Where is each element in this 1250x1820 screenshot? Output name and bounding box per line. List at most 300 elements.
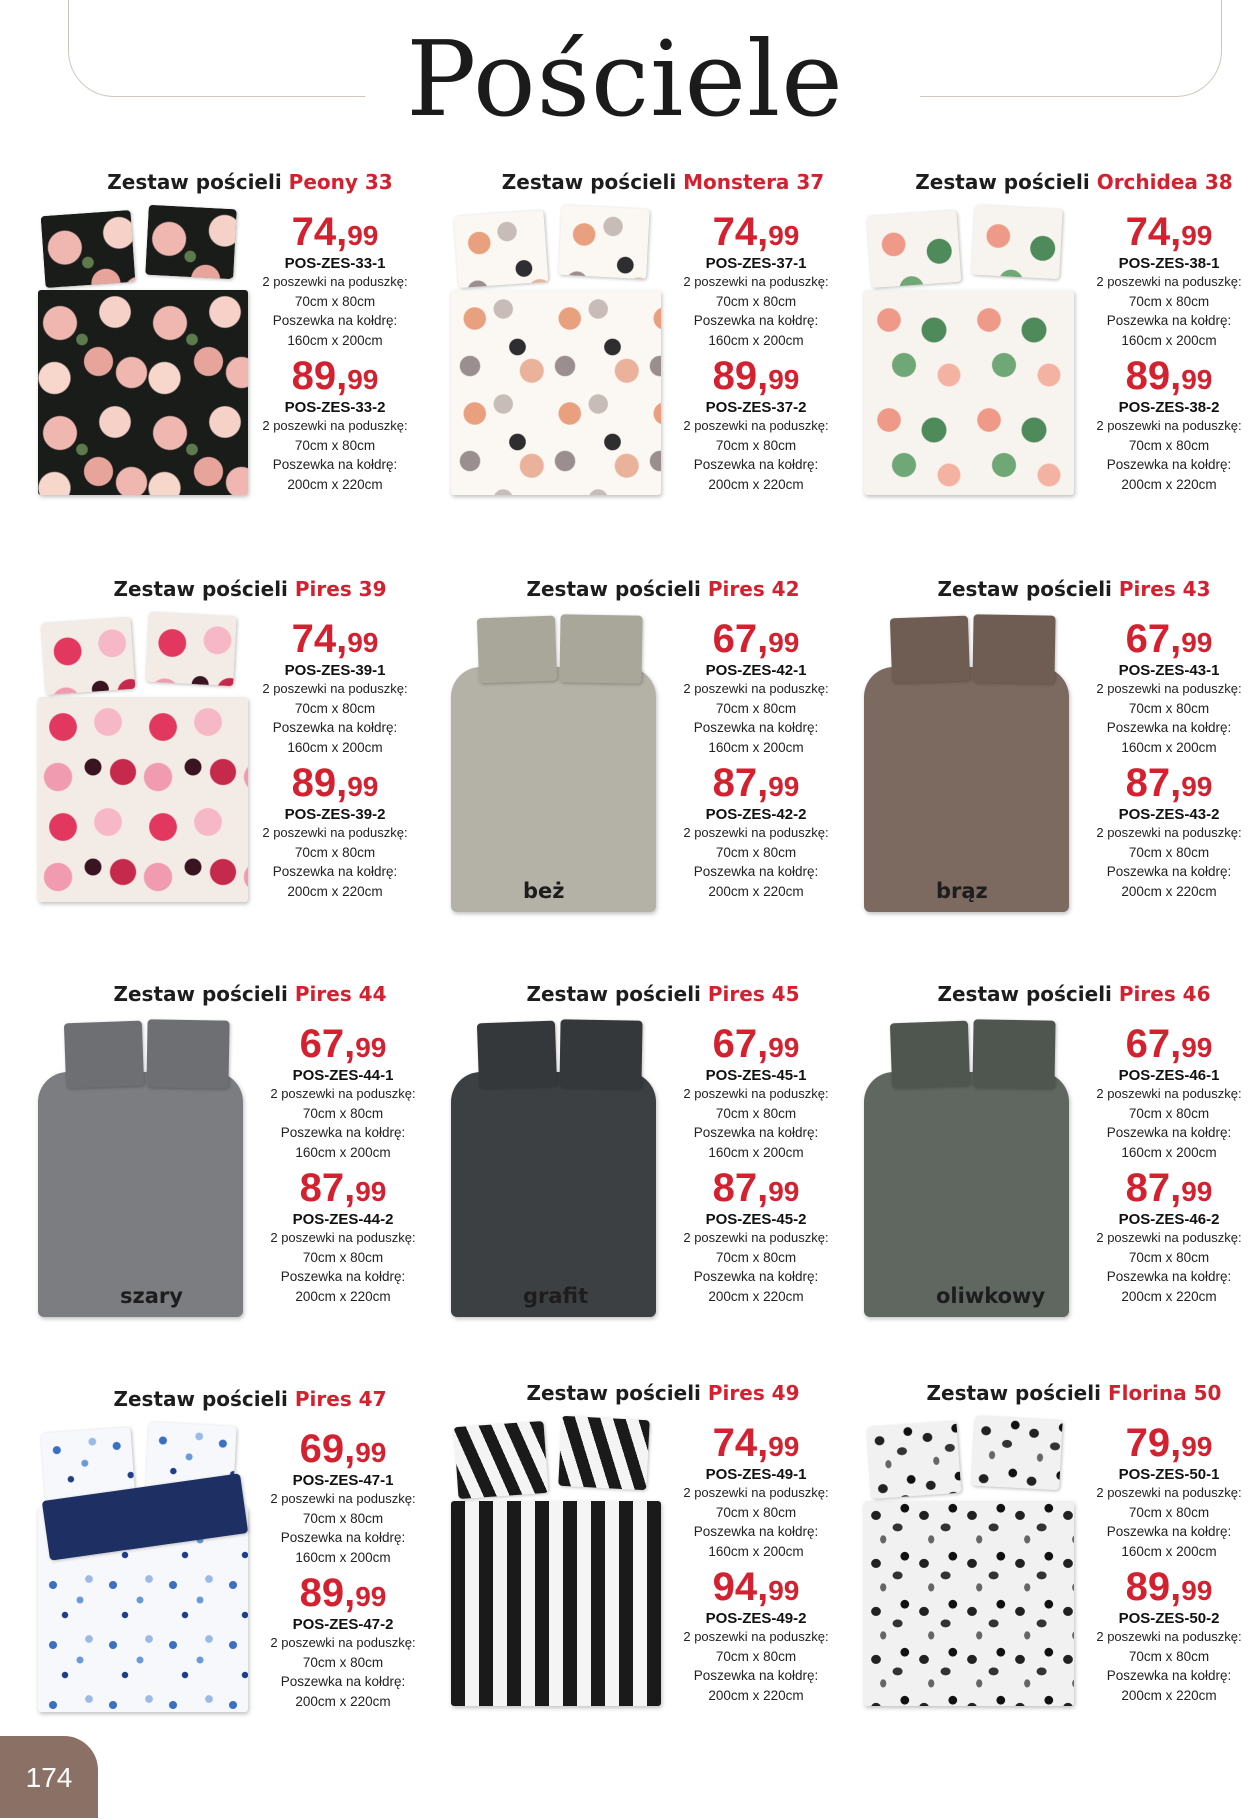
pillow-label: 2 poszewki na poduszkę: — [270, 1230, 416, 1245]
pillow-size: 70cm x 80cm — [302, 1249, 384, 1265]
price-small-set — [1089, 619, 1249, 663]
product-card[interactable] — [856, 170, 1250, 515]
price-info — [255, 617, 415, 901]
product-title — [884, 1381, 1250, 1405]
product-title — [473, 1381, 853, 1405]
price-small-set — [263, 1024, 423, 1068]
price-large-set — [676, 1567, 836, 1611]
price-decimal: 99 — [347, 220, 379, 251]
color-label: brąz — [936, 879, 988, 903]
price-integer: 67, — [299, 1022, 356, 1066]
product-name: Pires 42 — [707, 577, 800, 601]
pillow-label: 2 poszewki na poduszkę: — [1096, 825, 1242, 840]
pillow — [890, 616, 970, 684]
price-small-set — [255, 619, 415, 663]
product-code: POS-ZES-45-2 — [705, 1211, 807, 1228]
duvet-size: 200cm x 220cm — [1121, 1288, 1217, 1304]
title-prefix: Zestaw pościeli — [501, 170, 684, 194]
product-image — [35, 1017, 250, 1307]
pillow-size: 70cm x 80cm — [1128, 844, 1210, 860]
pillow — [477, 1021, 557, 1089]
price-integer: 89, — [291, 761, 348, 805]
price-decimal: 99 — [768, 364, 800, 395]
price-large-set — [676, 1168, 836, 1212]
product-title — [884, 170, 1250, 194]
price-decimal: 99 — [1181, 220, 1213, 251]
pillow — [971, 205, 1063, 280]
price-integer: 67, — [712, 617, 769, 661]
product-image — [35, 612, 250, 902]
pillow-label: 2 poszewki na poduszkę: — [683, 1629, 829, 1644]
product-title — [60, 170, 440, 194]
price-decimal: 99 — [768, 1575, 800, 1606]
pillow-size: 70cm x 80cm — [1128, 1504, 1210, 1520]
duvet-label: Poszewka na kołdrę: — [1106, 1125, 1232, 1140]
product-name: Pires 43 — [1118, 577, 1211, 601]
price-decimal: 99 — [1181, 1176, 1213, 1207]
pillow-size: 70cm x 80cm — [294, 700, 376, 716]
duvet-label: Poszewka na kołdrę: — [693, 1269, 819, 1284]
title-prefix: Zestaw pościeli — [113, 1387, 295, 1411]
price-info — [676, 210, 836, 494]
pillow-label: 2 poszewki na poduszkę: — [1096, 1485, 1242, 1500]
price-small-set — [676, 1024, 836, 1068]
pillow-label: 2 poszewki na poduszkę: — [1096, 418, 1242, 433]
duvet-label: Poszewka na kołdrę: — [693, 720, 819, 735]
product-image — [35, 1422, 250, 1712]
price-decimal: 99 — [355, 1032, 387, 1063]
page-title: Pościele — [406, 18, 844, 140]
pillow-label: 2 poszewki na poduszkę: — [262, 418, 408, 433]
duvet — [451, 667, 656, 912]
product-code: POS-ZES-42-2 — [705, 806, 807, 823]
product-image — [861, 612, 1076, 902]
duvet-label: Poszewka na kołdrę: — [693, 1125, 819, 1140]
price-integer: 87, — [1125, 761, 1182, 805]
price-info — [255, 210, 415, 494]
product-title — [884, 577, 1250, 601]
price-large-set — [255, 763, 415, 807]
price-decimal: 99 — [768, 771, 800, 802]
price-info — [676, 1421, 836, 1705]
price-small-set — [676, 619, 836, 663]
duvet-label: Poszewka na kołdrę: — [280, 1269, 406, 1284]
product-card[interactable] — [856, 982, 1250, 1327]
price-integer: 89, — [1125, 1565, 1182, 1609]
product-code: POS-ZES-50-2 — [1118, 1610, 1220, 1627]
pillow — [454, 210, 549, 288]
price-decimal: 99 — [1181, 1032, 1213, 1063]
pillow-size: 70cm x 80cm — [715, 293, 797, 309]
product-image — [448, 205, 663, 495]
price-large-set — [1089, 1567, 1249, 1611]
duvet-label: Poszewka na kołdrę: — [693, 1668, 819, 1683]
pillow-label: 2 poszewki na poduszkę: — [683, 681, 829, 696]
product-card[interactable] — [443, 577, 853, 922]
price-decimal: 99 — [768, 1176, 800, 1207]
duvet — [864, 290, 1074, 495]
pillow — [972, 614, 1055, 683]
pillow-label: 2 poszewki na poduszkę: — [1096, 1230, 1242, 1245]
price-decimal: 99 — [768, 627, 800, 658]
duvet-size: 200cm x 220cm — [1121, 476, 1217, 492]
pillow — [558, 1416, 650, 1491]
pillow — [867, 1421, 962, 1499]
product-card[interactable] — [856, 577, 1250, 922]
title-prefix: Zestaw pościeli — [113, 577, 295, 601]
product-code: POS-ZES-47-1 — [292, 1472, 394, 1489]
duvet-size: 200cm x 220cm — [287, 476, 383, 492]
product-name: Peony 33 — [288, 170, 393, 194]
pillow — [145, 612, 237, 687]
product-name: Orchidea 38 — [1096, 170, 1233, 194]
duvet-size: 160cm x 200cm — [1121, 739, 1217, 755]
price-large-set — [676, 763, 836, 807]
product-card[interactable] — [443, 1381, 853, 1726]
price-decimal: 99 — [355, 1581, 387, 1612]
price-info — [676, 1022, 836, 1306]
price-info — [1089, 617, 1249, 901]
price-info — [263, 1022, 423, 1306]
duvet — [864, 1501, 1074, 1706]
duvet — [864, 667, 1069, 912]
product-code: POS-ZES-47-2 — [292, 1616, 394, 1633]
duvet-size: 160cm x 200cm — [1121, 1543, 1217, 1559]
pillow-label: 2 poszewki na poduszkę: — [270, 1635, 416, 1650]
price-integer: 69, — [299, 1427, 356, 1471]
product-code: POS-ZES-44-2 — [292, 1211, 394, 1228]
product-code: POS-ZES-33-1 — [284, 255, 386, 272]
price-integer: 67, — [1125, 1022, 1182, 1066]
price-integer: 87, — [1125, 1166, 1182, 1210]
duvet-size: 200cm x 220cm — [295, 1693, 391, 1709]
product-card[interactable] — [856, 1381, 1250, 1726]
duvet-size: 160cm x 200cm — [287, 739, 383, 755]
price-small-set — [676, 1423, 836, 1467]
price-decimal: 99 — [768, 220, 800, 251]
duvet — [38, 697, 248, 902]
product-code: POS-ZES-39-2 — [284, 806, 386, 823]
title-prefix: Zestaw pościeli — [526, 577, 708, 601]
product-image — [861, 205, 1076, 495]
duvet — [38, 290, 248, 495]
title-prefix: Zestaw pościeli — [926, 1381, 1108, 1405]
price-large-set — [1089, 763, 1249, 807]
price-small-set — [1089, 1024, 1249, 1068]
duvet-label: Poszewka na kołdrę: — [1106, 864, 1232, 879]
product-name: Pires 44 — [294, 982, 387, 1006]
pillow-size: 70cm x 80cm — [715, 1105, 797, 1121]
duvet-label: Poszewka na kołdrę: — [1106, 1668, 1232, 1683]
duvet-label: Poszewka na kołdrę: — [272, 313, 398, 328]
product-name: Pires 45 — [707, 982, 800, 1006]
pillow-size: 70cm x 80cm — [715, 1249, 797, 1265]
duvet-label: Poszewka na kołdrę: — [280, 1530, 406, 1545]
price-integer: 74, — [291, 210, 348, 254]
pillow — [559, 1019, 642, 1088]
product-code: POS-ZES-45-1 — [705, 1067, 807, 1084]
duvet-size: 200cm x 220cm — [1121, 1687, 1217, 1703]
pillow-size: 70cm x 80cm — [715, 700, 797, 716]
price-small-set — [255, 212, 415, 256]
product-code: POS-ZES-43-2 — [1118, 806, 1220, 823]
product-name: Pires 39 — [294, 577, 387, 601]
duvet-size: 200cm x 220cm — [295, 1288, 391, 1304]
price-integer: 67, — [1125, 617, 1182, 661]
duvet — [451, 1072, 656, 1317]
product-code: POS-ZES-49-1 — [705, 1466, 807, 1483]
duvet-size: 200cm x 220cm — [708, 1288, 804, 1304]
price-integer: 67, — [712, 1022, 769, 1066]
price-integer: 87, — [712, 761, 769, 805]
pillow-size: 70cm x 80cm — [1128, 1105, 1210, 1121]
title-prefix: Zestaw pościeli — [526, 1381, 708, 1405]
duvet-label: Poszewka na kołdrę: — [1106, 313, 1232, 328]
price-decimal: 99 — [347, 364, 379, 395]
product-code: POS-ZES-39-1 — [284, 662, 386, 679]
product-code: POS-ZES-37-1 — [705, 255, 807, 272]
title-prefix: Zestaw pościeli — [937, 982, 1119, 1006]
price-decimal: 99 — [768, 1431, 800, 1462]
price-decimal: 99 — [347, 627, 379, 658]
duvet-size: 160cm x 200cm — [1121, 332, 1217, 348]
price-decimal: 99 — [355, 1437, 387, 1468]
title-prefix: Zestaw pościeli — [107, 170, 289, 194]
product-name: Monstera 37 — [683, 170, 825, 194]
duvet-size: 160cm x 200cm — [295, 1549, 391, 1565]
pillow-size: 70cm x 80cm — [1128, 1249, 1210, 1265]
product-title — [473, 982, 853, 1006]
product-code: POS-ZES-38-2 — [1118, 399, 1220, 416]
pillow — [559, 614, 642, 683]
pillow — [558, 205, 650, 280]
price-large-set — [263, 1168, 423, 1212]
price-small-set — [263, 1429, 423, 1473]
duvet-size: 160cm x 200cm — [287, 332, 383, 348]
duvet — [864, 1072, 1069, 1317]
pillow — [890, 1021, 970, 1089]
price-large-set — [1089, 1168, 1249, 1212]
pillow — [972, 1019, 1055, 1088]
duvet-label: Poszewka na kołdrę: — [280, 1125, 406, 1140]
product-card[interactable] — [443, 170, 853, 515]
price-info — [676, 617, 836, 901]
pillow-size: 70cm x 80cm — [1128, 700, 1210, 716]
duvet — [451, 1501, 661, 1706]
product-title — [60, 1387, 440, 1411]
pillow-size: 70cm x 80cm — [715, 437, 797, 453]
price-info — [1089, 1421, 1249, 1705]
pillow-label: 2 poszewki na poduszkę: — [683, 274, 829, 289]
color-label: beż — [523, 879, 565, 903]
product-code: POS-ZES-49-2 — [705, 1610, 807, 1627]
duvet-label: Poszewka na kołdrę: — [280, 1674, 406, 1689]
pillow-size: 70cm x 80cm — [715, 844, 797, 860]
duvet-size: 160cm x 200cm — [295, 1144, 391, 1160]
product-code: POS-ZES-44-1 — [292, 1067, 394, 1084]
product-code: POS-ZES-38-1 — [1118, 255, 1220, 272]
duvet-size: 160cm x 200cm — [708, 739, 804, 755]
duvet — [451, 290, 661, 495]
product-code: POS-ZES-33-2 — [284, 399, 386, 416]
pillow-size: 70cm x 80cm — [294, 844, 376, 860]
product-code: POS-ZES-37-2 — [705, 399, 807, 416]
price-integer: 74, — [291, 617, 348, 661]
pillow-label: 2 poszewki na poduszkę: — [270, 1491, 416, 1506]
duvet-size: 160cm x 200cm — [1121, 1144, 1217, 1160]
product-name: Pires 47 — [294, 1387, 387, 1411]
pillow-label: 2 poszewki na poduszkę: — [683, 1086, 829, 1101]
title-prefix: Zestaw pościeli — [526, 982, 708, 1006]
price-large-set — [676, 356, 836, 400]
duvet-label: Poszewka na kołdrę: — [693, 457, 819, 472]
color-label: grafit — [523, 1284, 589, 1308]
duvet — [38, 1072, 243, 1317]
pillow-size: 70cm x 80cm — [302, 1105, 384, 1121]
duvet-size: 200cm x 220cm — [287, 883, 383, 899]
price-integer: 87, — [299, 1166, 356, 1210]
title-prefix: Zestaw pościeli — [915, 170, 1097, 194]
price-integer: 74, — [712, 210, 769, 254]
price-integer: 94, — [712, 1565, 769, 1609]
product-code: POS-ZES-43-1 — [1118, 662, 1220, 679]
price-info — [1089, 1022, 1249, 1306]
pillow — [454, 1421, 549, 1499]
pillow — [477, 616, 557, 684]
pillow-label: 2 poszewki na poduszkę: — [683, 1230, 829, 1245]
duvet-label: Poszewka na kołdrę: — [272, 864, 398, 879]
title-prefix: Zestaw pościeli — [113, 982, 295, 1006]
duvet-label: Poszewka na kołdrę: — [1106, 720, 1232, 735]
price-integer: 89, — [299, 1571, 356, 1615]
price-info — [1089, 210, 1249, 494]
page-number: 174 — [0, 1736, 98, 1818]
price-large-set — [1089, 356, 1249, 400]
duvet-size: 200cm x 220cm — [1121, 883, 1217, 899]
pillow-size: 70cm x 80cm — [1128, 293, 1210, 309]
title-prefix: Zestaw pościeli — [937, 577, 1119, 601]
pillow — [146, 1019, 229, 1088]
pillow-label: 2 poszewki na poduszkę: — [1096, 274, 1242, 289]
price-integer: 89, — [712, 354, 769, 398]
price-integer: 89, — [291, 354, 348, 398]
product-card[interactable] — [30, 170, 440, 515]
pillow-label: 2 poszewki na poduszkę: — [683, 418, 829, 433]
product-card[interactable] — [443, 982, 853, 1327]
pillow-size: 70cm x 80cm — [715, 1648, 797, 1664]
price-integer: 74, — [1125, 210, 1182, 254]
price-decimal: 99 — [1181, 364, 1213, 395]
price-integer: 79, — [1125, 1421, 1182, 1465]
pillow-label: 2 poszewki na poduszkę: — [270, 1086, 416, 1101]
duvet-size: 160cm x 200cm — [708, 332, 804, 348]
pillow-label: 2 poszewki na poduszkę: — [1096, 681, 1242, 696]
price-info — [263, 1427, 423, 1711]
product-image — [861, 1416, 1076, 1706]
product-code: POS-ZES-46-1 — [1118, 1067, 1220, 1084]
color-label: oliwkowy — [936, 1284, 1046, 1308]
duvet-size: 160cm x 200cm — [708, 1144, 804, 1160]
duvet-label: Poszewka na kołdrę: — [1106, 1269, 1232, 1284]
product-image — [861, 1017, 1076, 1307]
product-title — [473, 577, 853, 601]
price-small-set — [676, 212, 836, 256]
price-integer: 89, — [1125, 354, 1182, 398]
pillow-label: 2 poszewki na poduszkę: — [262, 681, 408, 696]
pillow — [971, 1416, 1063, 1491]
pillow-label: 2 poszewki na poduszkę: — [1096, 1629, 1242, 1644]
product-image — [35, 205, 250, 495]
product-image — [448, 1416, 663, 1706]
pillow-size: 70cm x 80cm — [302, 1654, 384, 1670]
pillow-size: 70cm x 80cm — [715, 1504, 797, 1520]
price-decimal: 99 — [768, 1032, 800, 1063]
product-card[interactable] — [30, 577, 440, 922]
product-image — [448, 612, 663, 902]
pillow-size: 70cm x 80cm — [294, 293, 376, 309]
pillow-label: 2 poszewki na poduszkę: — [262, 825, 408, 840]
product-name: Florina 50 — [1107, 1381, 1222, 1405]
pillow — [867, 210, 962, 288]
duvet-label: Poszewka na kołdrę: — [272, 720, 398, 735]
duvet-size: 200cm x 220cm — [708, 476, 804, 492]
price-integer: 74, — [712, 1421, 769, 1465]
duvet-size: 200cm x 220cm — [708, 1687, 804, 1703]
pillow — [64, 1021, 144, 1089]
price-decimal: 99 — [1181, 627, 1213, 658]
pillow — [145, 205, 237, 280]
price-decimal: 99 — [1181, 771, 1213, 802]
product-title — [473, 170, 853, 194]
price-small-set — [1089, 212, 1249, 256]
duvet-label: Poszewka na kołdrę: — [693, 864, 819, 879]
price-integer: 87, — [712, 1166, 769, 1210]
pillow-label: 2 poszewki na poduszkę: — [262, 274, 408, 289]
pillow-label: 2 poszewki na poduszkę: — [683, 1485, 829, 1500]
price-large-set — [255, 356, 415, 400]
product-code: POS-ZES-50-1 — [1118, 1466, 1220, 1483]
pillow-size: 70cm x 80cm — [1128, 437, 1210, 453]
duvet-label: Poszewka na kołdrę: — [693, 313, 819, 328]
price-decimal: 99 — [355, 1176, 387, 1207]
product-name: Pires 49 — [707, 1381, 800, 1405]
pillow-size: 70cm x 80cm — [302, 1510, 384, 1526]
product-code: POS-ZES-42-1 — [705, 662, 807, 679]
pillow — [41, 210, 136, 288]
pillow-label: 2 poszewki na poduszkę: — [683, 825, 829, 840]
product-code: POS-ZES-46-2 — [1118, 1211, 1220, 1228]
duvet-label: Poszewka na kołdrę: — [693, 1524, 819, 1539]
price-large-set — [263, 1573, 423, 1617]
duvet-size: 200cm x 220cm — [708, 883, 804, 899]
duvet-label: Poszewka na kołdrę: — [1106, 1524, 1232, 1539]
product-card[interactable] — [30, 1387, 440, 1732]
product-name: Pires 46 — [1118, 982, 1211, 1006]
price-decimal: 99 — [347, 771, 379, 802]
pillow-label: 2 poszewki na poduszkę: — [1096, 1086, 1242, 1101]
pillow-size: 70cm x 80cm — [1128, 1648, 1210, 1664]
duvet-size: 160cm x 200cm — [708, 1543, 804, 1559]
duvet-label: Poszewka na kołdrę: — [1106, 457, 1232, 472]
product-title — [60, 982, 440, 1006]
product-title — [884, 982, 1250, 1006]
price-decimal: 99 — [1181, 1575, 1213, 1606]
product-card[interactable] — [30, 982, 440, 1327]
price-small-set — [1089, 1423, 1249, 1467]
pillow — [41, 617, 136, 695]
price-decimal: 99 — [1181, 1431, 1213, 1462]
color-label: szary — [120, 1284, 183, 1308]
